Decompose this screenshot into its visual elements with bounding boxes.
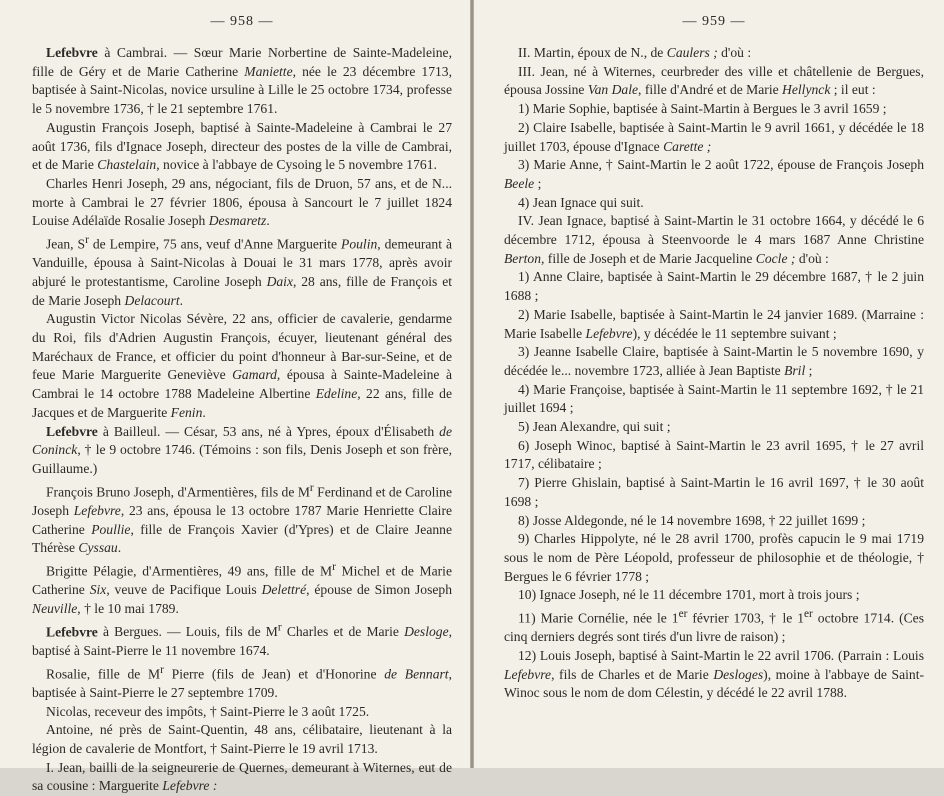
right-page bbox=[474, 0, 944, 768]
paragraph: Lefebvre à Bailleul. — César, 53 ans, né à Ypres, époux d'Élisabeth de Coninck, † le 9 octobre 1746. (Témoins : son fils, Denis Joseph et son frère, Guillaume.) bbox=[32, 423, 452, 476]
paragraph: Antoine, né près de Saint-Quentin, 48 ans, célibataire, lieutenant à la légion de cavalerie de Montfort, † Saint-Pierre le 19 avril 1713. bbox=[32, 722, 452, 756]
paragraph: Lefebvre à Bergues. — Louis, fils de $M^r$ Charles et de Marie Desloge, baptisé à Saint-Pierre le 11 novembre 1674. bbox=[32, 621, 453, 658]
paragraph: Jean, $S^r$ de Lempire, 75 ans, veuf d'Anne Marguerite Poulin, demeurant à Vanduille, épousa à Saint-Nicolas à Douai le 31 mars 1778, après avoir abjuré le protestantisme, Caroline Joseph Daix, 28 ans, fille de François et de Marie Joseph Delacourt. bbox=[32, 234, 453, 308]
entry-heading: Lefebvre bbox=[46, 45, 98, 60]
paragraph: Lefebvre à Cambrai. — Sœur Marie Norbertine de Sainte-Madeleine, fille de Géry et de Marie Catherine Maniette, née le 23 décembre 1713, baptisée à Saint-Nicolas, novice ursuline à Lille le 25 octobre 1734, professe le 5 novembre 1736, † le 21 septembre 1761. bbox=[32, 45, 453, 117]
paragraph: Nicolas, receveur des impôts, † Saint-Pierre le 3 août 1725. bbox=[46, 703, 370, 719]
paragraph: 5) Jean Alexandre, qui suit ; bbox=[518, 419, 671, 435]
paragraph: II. Martin, époux de N., de Caulers ; d'où : bbox=[518, 45, 752, 60]
paragraph: Rosalie, fille de $M^r$ Pierre (fils de Jean) et d'Honorine de Bennart, baptisée à Saint-Pierre le 27 septembre 1709. bbox=[32, 663, 452, 700]
left-page-body bbox=[32, 44, 452, 796]
paragraph: 4) Jean Ignace qui suit. bbox=[518, 194, 644, 210]
entry-heading: Lefebvre bbox=[46, 624, 98, 640]
paragraph: 4) Marie Françoise, baptisée à Saint-Martin le 11 septembre 1692, † le 21 juillet 1694 ; bbox=[504, 381, 924, 416]
paragraph: 9) Charles Hippolyte, né le 28 avril 1700, profès capucin le 9 mai 1719 sous le nom de Père Léopold, professeur de philosophie et de théologie, † Bergues le 6 février 1778 ; bbox=[504, 531, 924, 584]
right-page-body bbox=[504, 44, 924, 703]
paragraph: Charles Henri Joseph, 29 ans, négociant, fils de Druon, 57 ans, et de N... morte à Cambrai le 27 février 1806, épousa à Sancourt le 7 juillet 1824 Louise Adélaïde Rosalie Joseph Desmaretz. bbox=[32, 175, 452, 229]
paragraph: Brigitte Pélagie, d'Armentières, 49 ans, fille de $M^r$ Michel et de Marie Catherine Six, veuve de Pacifique Louis Delettré, épouse de Simon Joseph Neuville, † le 10 mai 1789. bbox=[32, 561, 452, 616]
paragraph: 2) Claire Isabelle, baptisée à Saint-Martin le 9 avril 1661, y décédée le 18 juillet 1703, épouse d'Ignace Carette ; bbox=[504, 119, 924, 154]
right-page-number: — 959 — bbox=[682, 14, 746, 29]
paragraph: III. Jean, né à Witernes, ceurbreder des ville et châtellenie de Bergues, épousa Jossine Van Dale, fille d'André et de Marie Hellynck ; il eut : bbox=[504, 63, 924, 98]
paragraph: 3) Marie Anne, † Saint-Martin le 2 août 1722, épouse de François Joseph Beele ; bbox=[504, 157, 924, 191]
paragraph: 3) Jeanne Isabelle Claire, baptisée à Saint-Martin le 5 novembre 1690, y décédée le... novembre 1723, alliée à Jean Baptiste Bril ; bbox=[504, 344, 924, 378]
paragraph: 1) Anne Claire, baptisée à Saint-Martin le 29 décembre 1687, † le 2 juin 1688 ; bbox=[504, 269, 924, 304]
paragraph: 2) Marie Isabelle, baptisée à Saint-Martin le 24 janvier 1689. (Marraine : Marie Isabelle Lefebvre), y décédée le 11 septembre suivant ; bbox=[504, 306, 924, 341]
paragraph: 10) Ignace Joseph, né le 11 décembre 1701, mort à trois jours ; bbox=[518, 587, 860, 603]
paragraph: 8) Josse Aldegonde, né le 14 novembre 1698, † 22 juillet 1699 ; bbox=[518, 512, 866, 528]
paragraph: 7) Pierre Ghislain, baptisé à Saint-Martin le 16 avril 1697, † le 30 août 1698 ; bbox=[504, 475, 924, 509]
paragraph: Augustin François Joseph, baptisé à Sainte-Madeleine à Cambrai le 27 août 1736, fils d'Ignace Joseph, directeur des postes de la ville de Cambrai, et de Marie Chastelain, novice à l'abbaye de Cysoing le 5 novembre 1761. bbox=[32, 119, 452, 173]
paragraph: 1) Marie Sophie, baptisée à Saint-Martin à Bergues le 3 avril 1659 ; bbox=[518, 101, 887, 117]
left-page-number: — 958 — bbox=[210, 14, 274, 29]
paragraph: I. Jean, bailli de la seigneurerie de Quernes, demeurant à Witernes, eut de sa cousine : Marguerite Lefebvre : bbox=[32, 759, 452, 794]
paragraph: Augustin Victor Nicolas Sévère, 22 ans, officier de cavalerie, gendarme du Roi, fils d'Adrien Augustin François, écuyer, lieutenant général des Maréchaux de France, et officier du point d'honneur à Bar-sur-Seine, et de feue Marie Marguerite Geneviève Gamard, épousa à Sainte-Madeleine à Cambrai le 14 octobre 1788 Madeleine Albertine Edeline, 22 ans, fille de Jacques et de Marguerite Fenin. bbox=[32, 311, 452, 420]
left-page bbox=[0, 0, 470, 794]
paragraph: François Bruno Joseph, d'Armentières, fils de $M^r$ Ferdinand et de Caroline Joseph Lefebvre, 23 ans, épousa le 13 octobre 1787 Marie Henriette Claire Catherine Poullie, fille de François Xavier (d'Ypres) et de Claire Jeanne Thérèse Cyssau. bbox=[32, 481, 453, 556]
paragraph: 11) Marie Cornélie, née le 1er février 1703, † le 1er octobre 1714. (Ces cinq derniers degrés sont tirés d'un livre de raison) ; bbox=[504, 608, 924, 645]
paragraph: IV. Jean Ignace, baptisé à Saint-Martin le 31 octobre 1664, y décédé le 6 décembre 1712, épousa à Steenvoorde le 4 mars 1687 Anne Christine Berton, fille de Joseph et de Marie Jacqueline Cocle ; d'où : bbox=[504, 213, 924, 266]
entry-heading: Lefebvre bbox=[46, 423, 98, 439]
paragraph: 6) Joseph Winoc, baptisé à Saint-Martin le 23 avril 1695, † le 27 avril 1717, célibataire ; bbox=[504, 437, 924, 472]
paragraph: 12) Louis Joseph, baptisé à Saint-Martin le 22 avril 1706. (Parrain : Louis Lefebvre, fils de Charles et de Marie Desloges), moine à l'abbaye de Saint-Winoc sous le nom de dom Célestin, y décédé le 22 avril 1788. bbox=[504, 648, 925, 701]
